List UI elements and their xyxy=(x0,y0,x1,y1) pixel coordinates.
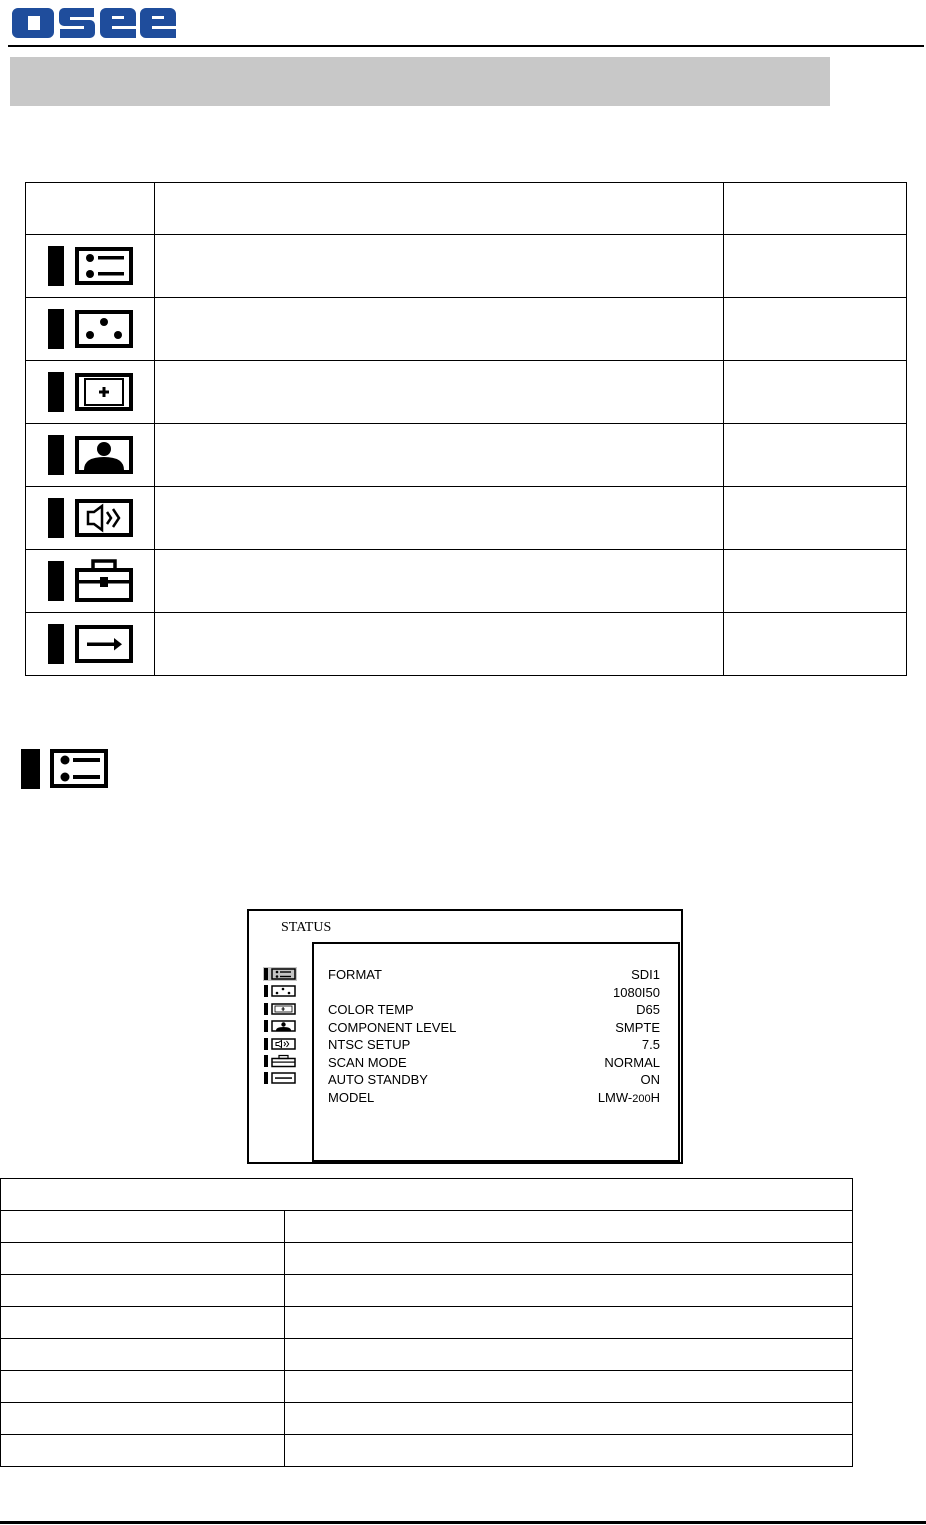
toolbox-icon xyxy=(26,556,154,606)
osd-label: COLOR TEMP xyxy=(328,1002,414,1017)
header-cell xyxy=(1,1179,853,1211)
header-cell xyxy=(723,183,906,235)
osd-label: NTSC SETUP xyxy=(328,1037,411,1052)
osd-row-format xyxy=(328,966,660,983)
desc-cell xyxy=(155,235,724,298)
osd-toolbox-icon[interactable] xyxy=(263,1054,297,1068)
param-name-cell xyxy=(1,1275,285,1307)
table-row xyxy=(1,1211,853,1243)
table-row xyxy=(26,424,907,487)
status-icon xyxy=(20,748,110,790)
osd-status-screen xyxy=(247,909,683,1164)
model-suffix: H xyxy=(650,1089,660,1105)
table-row xyxy=(1,1307,853,1339)
table-row xyxy=(26,298,907,361)
osd-value: ON xyxy=(640,1072,660,1087)
table-row xyxy=(1,1243,853,1275)
table-row xyxy=(1,1275,853,1307)
param-name-cell xyxy=(1,1243,285,1275)
osd-value: 1080I50 xyxy=(613,984,660,1000)
table-row xyxy=(26,361,907,424)
param-name-cell xyxy=(1,1371,285,1403)
desc-cell xyxy=(155,550,724,613)
osd-value: 7.5 xyxy=(641,1037,660,1052)
table-row xyxy=(26,550,907,613)
param-desc-cell xyxy=(285,1243,853,1275)
table-row xyxy=(1,1435,853,1467)
param-desc-cell xyxy=(285,1371,853,1403)
param-name-cell xyxy=(1,1403,285,1435)
header-cell xyxy=(26,183,155,235)
osd-label: AUTO STANDBY xyxy=(328,1072,428,1087)
param-desc-cell xyxy=(285,1435,853,1467)
osd-color-icon[interactable] xyxy=(263,984,297,998)
note-cell xyxy=(723,424,906,487)
param-name-cell xyxy=(1,1435,285,1467)
note-cell xyxy=(723,487,906,550)
param-name-cell xyxy=(1,1339,285,1371)
model-prefix: LMW- xyxy=(597,1089,633,1105)
desc-cell xyxy=(155,298,724,361)
osd-audio-icon[interactable] xyxy=(263,1037,297,1051)
param-desc-cell xyxy=(285,1339,853,1371)
table-row xyxy=(1,1339,853,1371)
param-desc-cell xyxy=(285,1307,853,1339)
osd-row-ntsc-setup xyxy=(328,1036,660,1053)
osd-label: COMPONENT LEVEL xyxy=(328,1019,457,1035)
osd-label: FORMAT xyxy=(328,967,382,982)
osd-label: MODEL xyxy=(328,1089,375,1105)
osd-exit-icon[interactable] xyxy=(263,1071,297,1085)
parameter-table xyxy=(0,1178,853,1467)
osd-row-color-temp xyxy=(328,1001,660,1018)
footer-rule xyxy=(0,1521,926,1524)
osd-menu-icons xyxy=(263,967,299,1089)
model-number: 200 xyxy=(632,1092,651,1105)
section-title-band xyxy=(10,57,830,106)
menu-icon-table xyxy=(25,182,907,676)
marker-icon xyxy=(26,367,154,417)
status-icon xyxy=(26,241,154,291)
note-cell xyxy=(723,235,906,298)
param-desc-cell xyxy=(285,1211,853,1243)
desc-cell xyxy=(155,361,724,424)
header-cell xyxy=(155,183,724,235)
osd-row-resolution xyxy=(328,984,660,1001)
note-cell xyxy=(723,550,906,613)
osd-value: NORMAL xyxy=(604,1054,660,1070)
header-rule xyxy=(8,45,924,47)
color-icon xyxy=(26,304,154,354)
note-cell xyxy=(723,298,906,361)
table-header-row xyxy=(1,1179,853,1211)
osd-row-model xyxy=(328,1089,660,1106)
table-row xyxy=(26,613,907,676)
osd-label: SCAN MODE xyxy=(328,1054,407,1070)
desc-cell xyxy=(155,613,724,676)
osd-marker-icon[interactable] xyxy=(263,1002,297,1016)
note-cell xyxy=(723,361,906,424)
osd-row-component-level xyxy=(328,1019,660,1036)
osd-row-scan-mode xyxy=(328,1054,660,1071)
param-desc-cell xyxy=(285,1275,853,1307)
table-row xyxy=(1,1371,853,1403)
picture-icon xyxy=(26,430,154,480)
table-header-row xyxy=(26,183,907,235)
osee-logo xyxy=(10,2,180,44)
osd-content-panel xyxy=(312,942,680,1162)
table-row xyxy=(1,1403,853,1435)
audio-icon xyxy=(26,493,154,543)
osd-status-icon[interactable] xyxy=(263,967,297,981)
param-desc-cell xyxy=(285,1403,853,1435)
desc-cell xyxy=(155,487,724,550)
table-row xyxy=(26,487,907,550)
exit-icon xyxy=(26,619,154,669)
note-cell xyxy=(723,613,906,676)
osd-value xyxy=(598,1089,660,1108)
osd-title: STATUS xyxy=(281,920,332,935)
osd-picture-icon[interactable] xyxy=(263,1019,297,1033)
osd-row-auto-standby xyxy=(328,1071,660,1088)
osd-value: SMPTE xyxy=(615,1019,660,1035)
osd-value: SDI1 xyxy=(631,967,660,982)
param-name-cell xyxy=(1,1307,285,1339)
param-name-cell xyxy=(1,1211,285,1243)
table-row xyxy=(26,235,907,298)
desc-cell xyxy=(155,424,724,487)
brand-text: osee xyxy=(10,2,13,3)
osd-value: D65 xyxy=(636,1002,660,1017)
